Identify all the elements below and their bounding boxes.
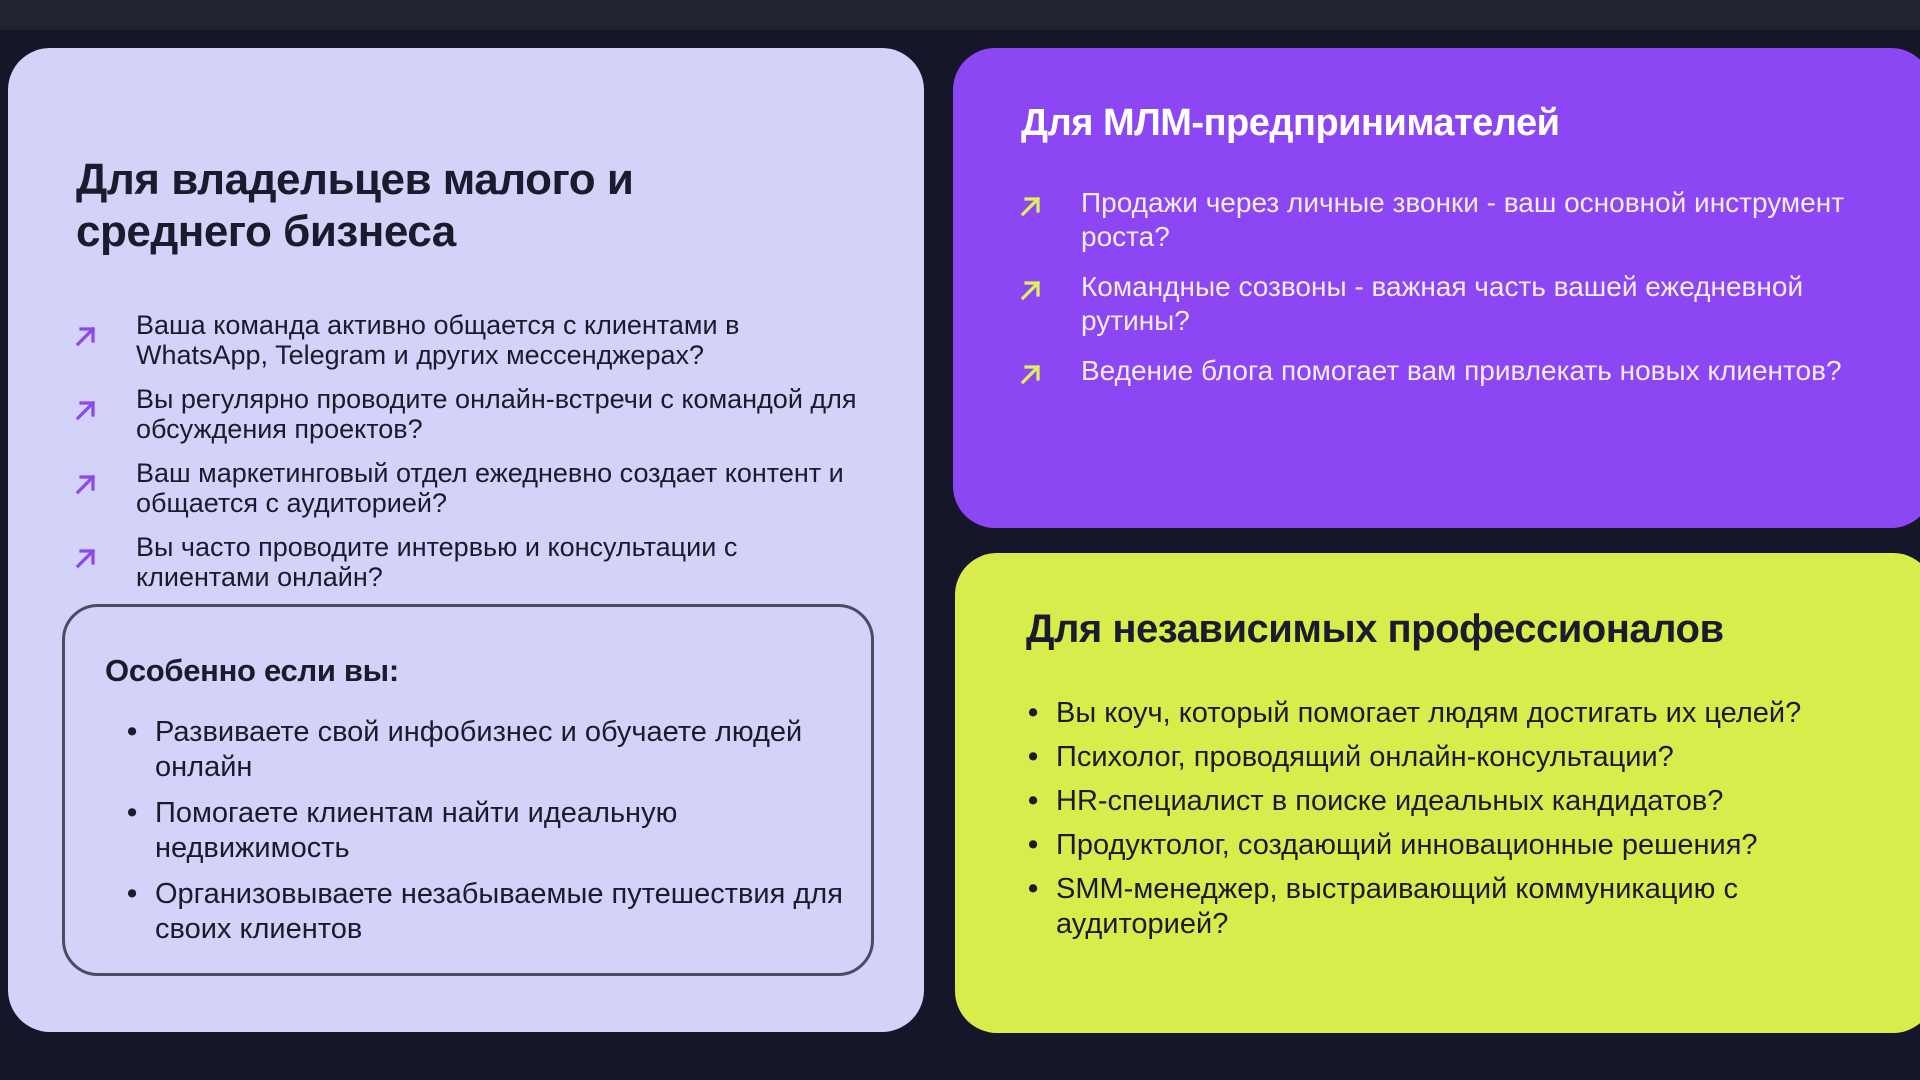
question-text: Ваша команда активно общается с клиентами в WhatsApp, Telegram и других мессенджерах? [136,310,740,370]
list-item [72,458,872,518]
arrow-up-right-icon [72,544,100,572]
independent-professionals-card [955,553,1920,1033]
bullet-dot: • [1028,829,1039,861]
bullet-dot: • [1028,697,1039,729]
arrow-up-right-icon [1017,192,1045,220]
top-bar [0,0,1920,30]
question-text: Ведение блога помогает вам привлекать новых клиентов? [1081,355,1842,386]
list-item [1026,784,1886,819]
list-item [125,877,845,947]
bullet-dot: • [1028,741,1039,773]
arrow-up-right-icon [1017,276,1045,304]
list-item [1017,270,1897,338]
list-item [125,715,845,785]
question-list [1017,186,1897,438]
especially-if-box [62,604,874,976]
list-item [1026,872,1886,942]
card-title: Для МЛМ-предпринимателей [1021,102,1560,144]
card-title: Для владельцев малого и среднего бизнеса [76,155,634,256]
bullet-text: Помогаете клиентам найти идеальную недвижимость [155,797,678,864]
question-text: Командные созвоны - важная часть вашей ежедневной рутины? [1081,271,1804,336]
small-medium-business-card [8,48,924,1032]
question-text: Вы регулярно проводите онлайн-встречи с командой для обсуждения проектов? [136,384,857,444]
bullet-list [125,715,845,958]
list-item [1026,828,1886,863]
arrow-up-right-icon [72,322,100,350]
arrow-up-right-icon [1017,360,1045,388]
list-item [72,532,872,592]
list-item [1017,354,1897,422]
list-item [1026,696,1886,731]
bullet-text: Продуктолог, создающий инновационные решения? [1056,829,1758,861]
list-item [1017,186,1897,254]
question-text: Вы часто проводите интервью и консультации с клиентами онлайн? [136,532,738,592]
subbox-title: Особенно если вы: [105,653,399,688]
bullet-list [1026,696,1886,951]
bullet-text: Развиваете свой инфобизнес и обучаете людей онлайн [155,716,803,783]
bullet-text: Психолог, проводящий онлайн-консультации? [1056,741,1674,773]
bullet-text: HR-специалист в поиске идеальных кандидатов? [1056,785,1724,817]
question-list [72,310,872,606]
card-title: Для независимых профессионалов [1026,607,1724,651]
arrow-up-right-icon [72,470,100,498]
bullet-dot: • [127,878,138,910]
question-text: Продажи через личные звонки - ваш основной инструмент роста? [1081,187,1845,252]
list-item [72,310,872,370]
list-item [125,796,845,866]
bullet-text: Вы коуч, который помогает людям достигать их целей? [1056,697,1802,729]
arrow-up-right-icon [72,396,100,424]
bullet-dot: • [1028,873,1039,905]
bullet-text: SMM-менеджер, выстраивающий коммуникацию с аудиторией? [1056,873,1738,940]
question-text: Ваш маркетинговый отдел ежедневно создает контент и общается с аудиторией? [136,458,844,518]
list-item [72,384,872,444]
bullet-dot: • [1028,785,1039,817]
mlm-entrepreneurs-card [953,48,1920,528]
list-item [1026,740,1886,775]
bullet-dot: • [127,716,138,748]
bullet-dot: • [127,797,138,829]
bullet-text: Организовываете незабываемые путешествия для своих клиентов [155,878,843,945]
